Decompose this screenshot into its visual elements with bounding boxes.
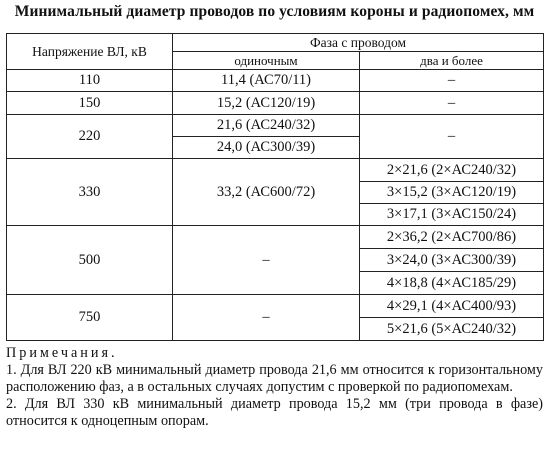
- voltage-cell: 500: [7, 226, 173, 295]
- multi-cell: 4×18,8 (4×АС185/29): [360, 272, 544, 295]
- header-multi: два и более: [360, 52, 544, 70]
- voltage-cell: 110: [7, 70, 173, 92]
- min-diameter-table: [6, 33, 544, 341]
- single-cell: 21,6 (АС240/32): [173, 115, 360, 137]
- voltage-cell: 220: [7, 115, 173, 159]
- header-phase: Фаза с проводом: [173, 34, 544, 52]
- multi-cell: –: [360, 92, 544, 115]
- table-row: [7, 226, 544, 249]
- multi-cell: –: [360, 115, 544, 159]
- voltage-cell: 330: [7, 159, 173, 226]
- header-voltage: Напряжение ВЛ, кВ: [7, 34, 173, 70]
- single-cell: 11,4 (АС70/11): [173, 70, 360, 92]
- note-item: 1. Для ВЛ 220 кВ минимальный диаметр провода 21,6 мм относится к горизонтальному расположению фаз, а в остальных случаях допустим с проверкой по радиопомехам.: [6, 362, 543, 395]
- voltage-cell: 150: [7, 92, 173, 115]
- header-single: одиночным: [173, 52, 360, 70]
- page-title: Минимальный диаметр проводов по условиям короны и радиопомех, мм: [14, 3, 535, 20]
- single-cell: –: [173, 226, 360, 295]
- multi-cell: 3×17,1 (3×АС150/24): [360, 204, 544, 226]
- table-row: [7, 70, 544, 92]
- single-cell: 15,2 (АС120/19): [173, 92, 360, 115]
- multi-cell: 5×21,6 (5×АС240/32): [360, 318, 544, 341]
- notes: [6, 345, 543, 430]
- table-row: [7, 295, 544, 318]
- single-cell: 33,2 (АС600/72): [173, 159, 360, 226]
- notes-heading: Примечания.: [6, 345, 118, 361]
- table-row: [7, 92, 544, 115]
- table-row: [7, 159, 544, 182]
- note-item: 2. Для ВЛ 330 кВ минимальный диаметр провода 15,2 мм (три провода в фазе) относится к одноцепным опорам.: [6, 396, 543, 429]
- voltage-cell: 750: [7, 295, 173, 341]
- single-cell: –: [173, 295, 360, 341]
- multi-cell: 4×29,1 (4×АС400/93): [360, 295, 544, 318]
- multi-cell: 3×24,0 (3×АС300/39): [360, 249, 544, 272]
- multi-cell: –: [360, 70, 544, 92]
- multi-cell: 3×15,2 (3×АС120/19): [360, 182, 544, 204]
- table-row: [7, 115, 544, 137]
- single-cell: 24,0 (АС300/39): [173, 137, 360, 159]
- multi-cell: 2×21,6 (2×АС240/32): [360, 159, 544, 182]
- multi-cell: 2×36,2 (2×АС700/86): [360, 226, 544, 249]
